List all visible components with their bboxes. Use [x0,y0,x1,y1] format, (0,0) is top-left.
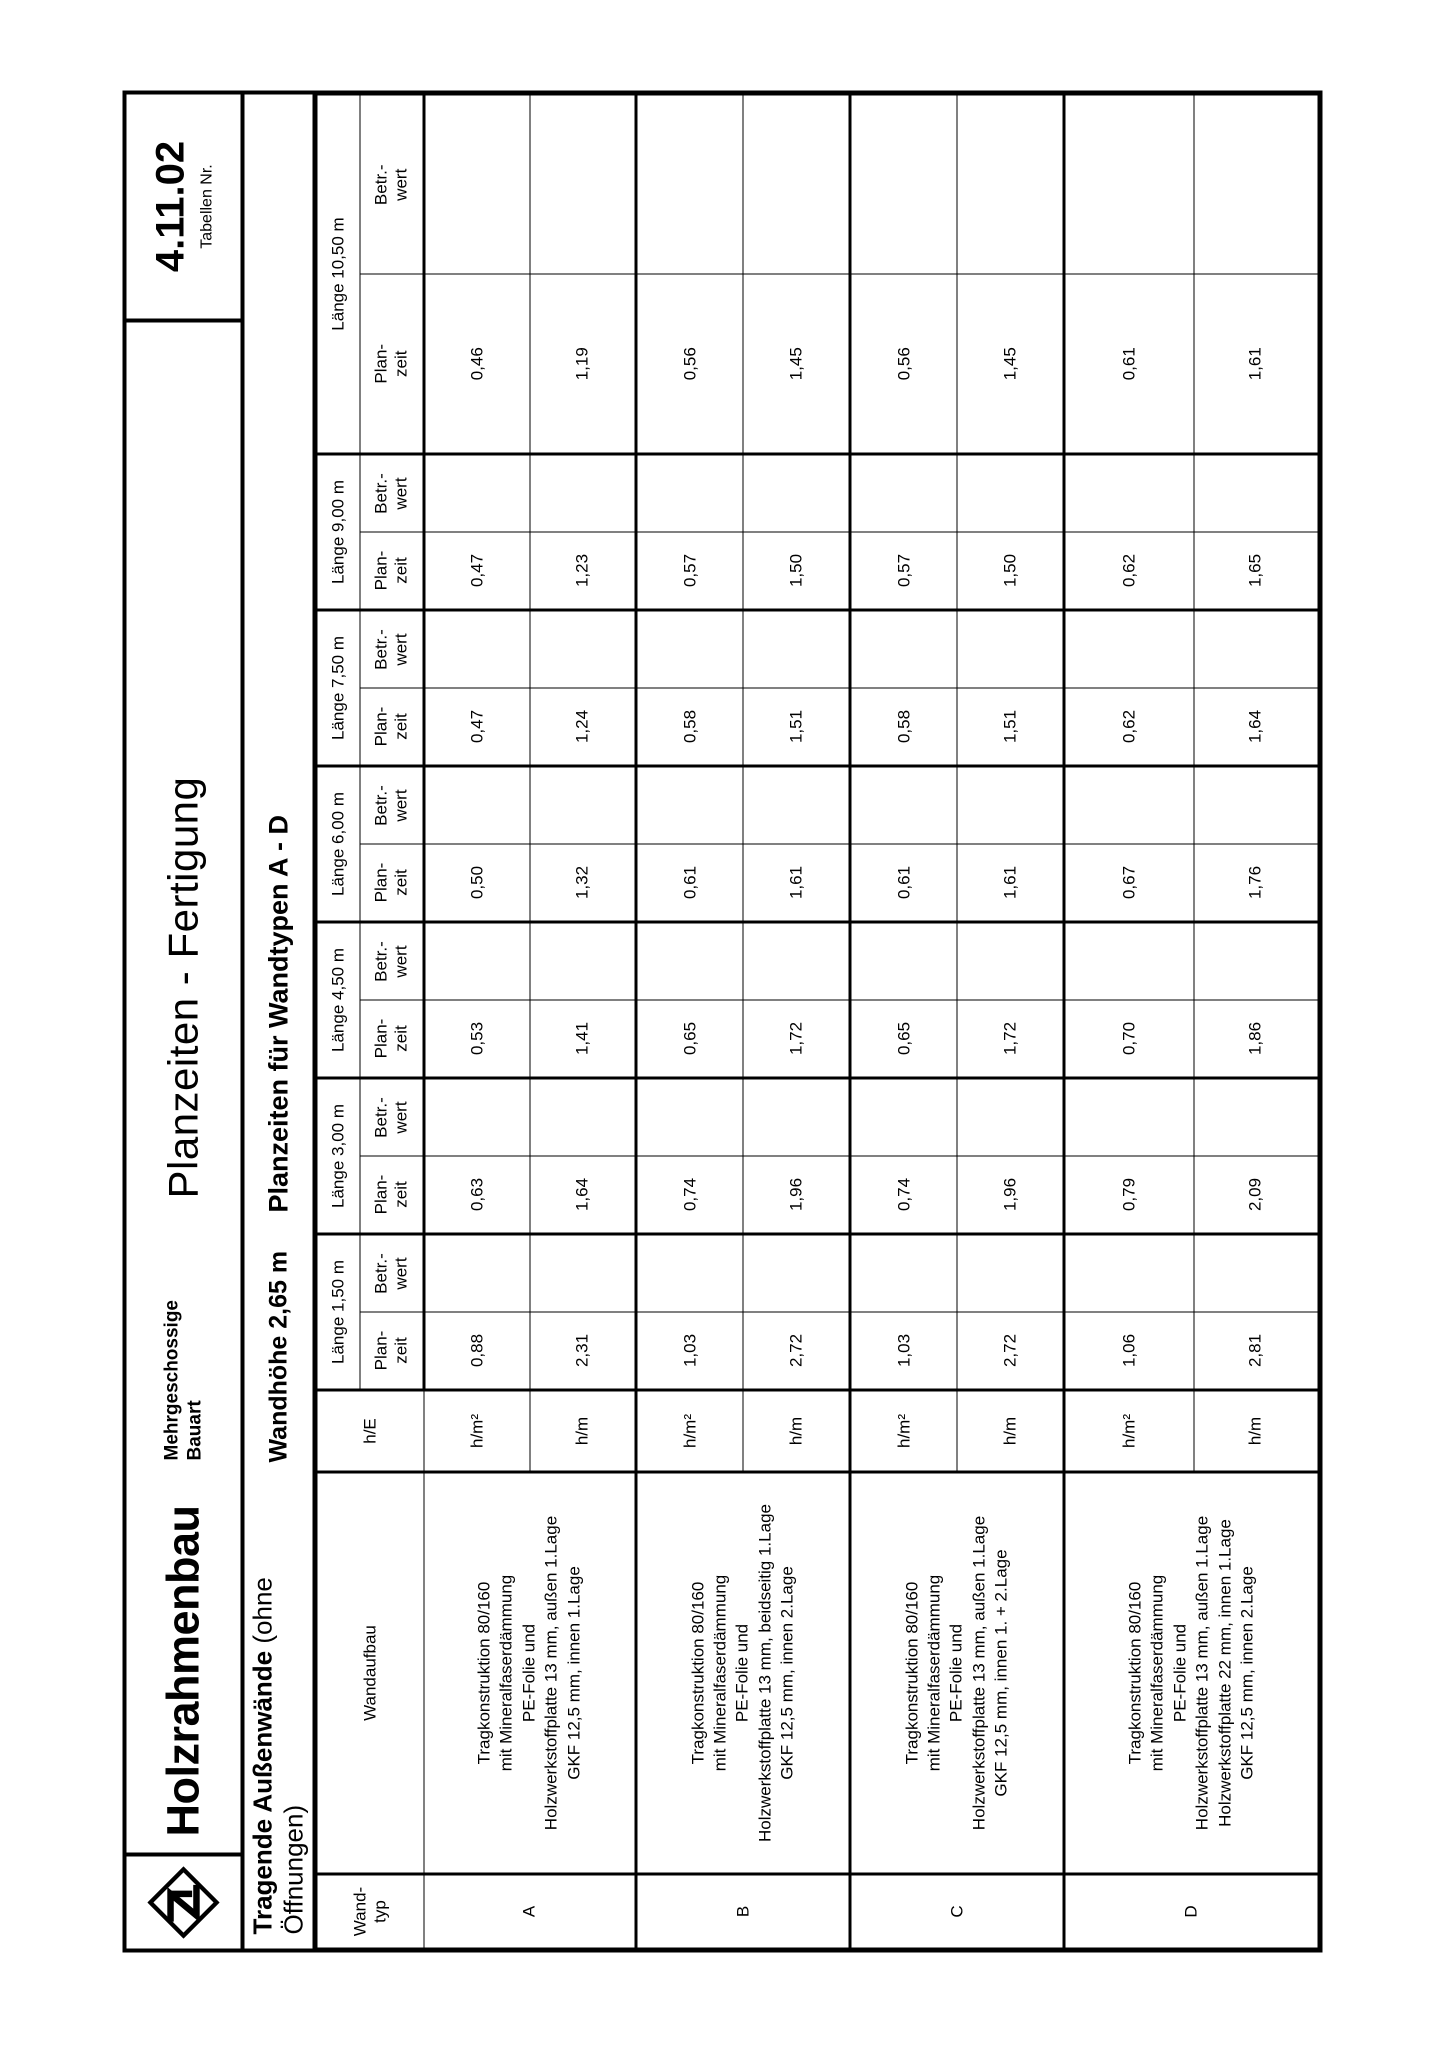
cell-planzeit: 1,50 [957,532,1064,610]
sub-bw-l1-4: Betr.- [371,628,391,670]
cell-planzeit: 1,61 [1193,274,1317,454]
cell-betrwert [850,454,957,532]
table-sheet [100,55,1345,1990]
sub-pz-l2-5: zeit [391,556,410,584]
cell-betrwert [743,922,850,1000]
scope-label [247,1462,309,1948]
cell-planzeit: 1,19 [530,274,636,454]
cell-betrwert [636,766,743,844]
cell-planzeit: 2,31 [530,1312,636,1390]
subheader-betrwert-6 [360,95,424,275]
wandaufbau-line: Tragkonstruktion 80/160 [473,1581,493,1764]
cell-planzeit: 1,61 [743,844,850,922]
scope-light: (ohne Öffnungen) [247,1576,308,1934]
header-wandaufbau: Wandaufbau [317,1472,424,1874]
cell-betrwert [1064,922,1194,1000]
sub-bw-l2-2: wert [391,944,410,978]
cell-planzeit: 1,86 [1193,1000,1317,1078]
table-row [1064,95,1194,1948]
cell-betrwert [1193,95,1317,275]
cell-betrwert [850,95,957,275]
cell-planzeit: 1,72 [957,1000,1064,1078]
sub-bw-l1-0: Betr.- [371,1252,391,1294]
subheader-planzeit-1 [360,1156,424,1234]
subheader-betrwert-4 [360,610,424,688]
header-group-2: Länge 4,50 m [317,922,360,1078]
cell-betrwert [530,1234,636,1312]
cell-betrwert [957,922,1064,1000]
sub-bw-l1-6: Betr.- [371,163,391,205]
cell-planzeit: 2,09 [1193,1156,1317,1234]
cell-betrwert [636,610,743,688]
document-title: Planzeiten - Fertigung [159,776,206,1198]
cell-betrwert [636,1078,743,1156]
cell-wandtyp: A [424,1874,636,1948]
header-wandtyp [317,1874,424,1948]
sub-bw-l2-4: wert [391,632,410,666]
cell-planzeit: 0,46 [424,274,530,454]
sub-pz-l2-1: zeit [391,1180,410,1208]
header-wandtyp-line1: Wand- [349,1886,369,1936]
cell-planzeit: 0,62 [1064,688,1194,766]
brand-cell [126,1460,240,1852]
cell-planzeit: 1,32 [530,844,636,922]
planzeiten-table [316,94,1318,1948]
cell-planzeit: 1,64 [1193,688,1317,766]
cell-betrwert [424,610,530,688]
table-row [636,95,743,1948]
header-he: h/E [317,1390,424,1472]
cell-betrwert [424,1078,530,1156]
wandaufbau-line: Holzwerkstoffplatte 13 mm, außen 1.Lage [541,1515,561,1830]
header-wandtyp-line2: typ [370,1899,389,1923]
cell-planzeit: 0,62 [1064,532,1194,610]
table-number: 4.11.02 [148,140,192,272]
subheader-planzeit-0 [360,1312,424,1390]
sub-pz-l2-0: zeit [391,1336,410,1364]
cell-planzeit: 0,61 [636,844,743,922]
scope-bold: Tragende Außenwände [247,1650,277,1934]
cell-planzeit: 1,96 [743,1156,850,1234]
subbrand-line-2: Bauart [184,1399,205,1460]
subheader-planzeit-6 [360,274,424,454]
cell-planzeit: 0,67 [1064,844,1194,922]
sub-pz-l1-1: Plan- [371,1174,391,1214]
cell-planzeit: 1,03 [850,1312,957,1390]
subheader-planzeit-4 [360,688,424,766]
cell-betrwert [636,1234,743,1312]
cell-planzeit: 0,70 [1064,1000,1194,1078]
cell-betrwert [530,922,636,1000]
sub-bw-l2-6: wert [391,168,410,201]
sub-pz-l2-2: zeit [391,1024,410,1052]
cell-planzeit: 0,74 [850,1156,957,1234]
cell-unit: h/m² [850,1390,957,1472]
cell-betrwert [957,610,1064,688]
cell-betrwert [530,1078,636,1156]
sub-pz-l1-3: Plan- [371,862,391,902]
cell-planzeit: 0,56 [850,274,957,454]
cell-wandtyp: B [636,1874,850,1948]
sub-bw-l1-1: Betr.- [371,1096,391,1138]
cell-betrwert [957,1078,1064,1156]
cell-betrwert [743,766,850,844]
sub-bw-l2-0: wert [391,1256,410,1290]
sub-pz-l2-4: zeit [391,712,410,740]
cell-betrwert [530,766,636,844]
subheader-planzeit-5 [360,532,424,610]
main-table-wrap [316,94,1318,1948]
cell-planzeit: 0,63 [424,1156,530,1234]
wandaufbau-line: mit Mineralfaserdämmung [1147,1574,1167,1771]
cell-betrwert [424,766,530,844]
planzeiten-label: Planzeiten für Wandtypen A - D [262,814,293,1212]
table-number-cell [126,94,240,322]
cell-betrwert [1064,1078,1194,1156]
wandaufbau-line: Tragkonstruktion 80/160 [687,1581,707,1764]
cell-planzeit: 0,61 [1064,274,1194,454]
cell-betrwert [1193,922,1317,1000]
table-body [424,95,1318,1948]
cell-betrwert [424,922,530,1000]
subbrand-line-1: Mehrgeschossige [160,1299,182,1460]
cell-planzeit: 1,76 [1193,844,1317,922]
cell-betrwert [850,766,957,844]
cell-betrwert [424,95,530,275]
sub-pz-l1-0: Plan- [371,1330,391,1370]
cell-betrwert [1064,454,1194,532]
cell-planzeit: 1,64 [530,1156,636,1234]
cell-planzeit: 1,51 [743,688,850,766]
header-group-5: Länge 9,00 m [317,454,360,610]
table-number-label: Tabellen Nr. [198,163,215,249]
logo-cell [126,1852,240,1948]
cell-betrwert [1064,610,1194,688]
cell-planzeit: 1,96 [957,1156,1064,1234]
wandaufbau-line: PE-Folie und [732,1623,752,1722]
wandaufbau-line: mit Mineralfaserdämmung [923,1574,943,1771]
sub-bw-l2-5: wert [391,476,410,510]
cell-betrwert [743,1078,850,1156]
cell-wandaufbau [1064,1472,1318,1874]
cell-betrwert [743,610,850,688]
cell-betrwert [1193,610,1317,688]
cell-wandaufbau [424,1472,636,1874]
cell-betrwert [1193,454,1317,532]
cell-betrwert [424,1234,530,1312]
sub-bw-l2-1: wert [391,1100,410,1134]
wandaufbau-line: mit Mineralfaserdämmung [496,1574,516,1771]
cell-planzeit: 0,53 [424,1000,530,1078]
cell-planzeit: 0,47 [424,688,530,766]
cell-betrwert [530,610,636,688]
cell-planzeit: 1,03 [636,1312,743,1390]
sub-bw-l1-2: Betr.- [371,940,391,982]
cell-betrwert [1064,766,1194,844]
company-logo-icon [147,1866,219,1938]
cell-betrwert [636,922,743,1000]
subheader-planzeit-2 [360,1000,424,1078]
cell-betrwert [424,454,530,532]
cell-planzeit: 0,58 [850,688,957,766]
cell-betrwert [850,610,957,688]
wandaufbau-line: Holzwerkstoffplatte 13 mm, beidseitig 1.Lage [754,1503,774,1842]
wandaufbau-line: PE-Folie und [1169,1623,1189,1722]
header-group-3: Länge 6,00 m [317,766,360,922]
cell-planzeit: 0,61 [850,844,957,922]
cell-unit: h/m [743,1390,850,1472]
cell-planzeit: 2,72 [743,1312,850,1390]
cell-wandaufbau [850,1472,1064,1874]
wandaufbau-line: mit Mineralfaserdämmung [709,1574,729,1771]
table-row [424,95,530,1948]
cell-planzeit: 0,50 [424,844,530,922]
sub-bw-l1-3: Betr.- [371,784,391,826]
sub-bw-l1-5: Betr.- [371,472,391,514]
subbrand-cell [126,1238,240,1460]
cell-planzeit: 1,45 [743,274,850,454]
cell-planzeit: 0,57 [636,532,743,610]
wandaufbau-line: Holzwerkstoffplatte 13 mm, außen 1.Lage [968,1515,988,1830]
cell-planzeit: 2,81 [1193,1312,1317,1390]
title-band [126,94,244,1948]
cell-betrwert [1064,95,1194,275]
header-group-6: Länge 10,50 m [317,95,360,454]
cell-betrwert [743,1234,850,1312]
subheader-betrwert-5 [360,454,424,532]
cell-betrwert [1193,1234,1317,1312]
cell-wandaufbau [636,1472,850,1874]
cell-betrwert [1064,1234,1194,1312]
sub-pz-l1-2: Plan- [371,1018,391,1058]
cell-betrwert [850,922,957,1000]
sheet-frame [122,90,1322,1952]
cell-betrwert [957,766,1064,844]
sub-pz-l1-4: Plan- [371,706,391,746]
header-row-groups [317,95,360,1948]
cell-betrwert [957,454,1064,532]
cell-betrwert [743,454,850,532]
wandaufbau-line: GKF 12,5 mm, innen 2.Lage [777,1565,797,1780]
sub-pz-l1-5: Plan- [371,550,391,590]
cell-betrwert [530,95,636,275]
cell-betrwert [850,1234,957,1312]
header-group-1: Länge 3,00 m [317,1078,360,1234]
cell-unit: h/m² [1064,1390,1194,1472]
table-row [850,95,957,1948]
sub-pz-l1-6: Plan- [371,343,391,384]
sub-band [244,94,316,1948]
cell-betrwert [850,1078,957,1156]
cell-betrwert [1193,766,1317,844]
wandaufbau-line: PE-Folie und [946,1623,966,1722]
sub-pz-l2-3: zeit [391,868,410,896]
cell-wandtyp: C [850,1874,1064,1948]
cell-betrwert [1193,1078,1317,1156]
cell-planzeit: 1,41 [530,1000,636,1078]
cell-planzeit: 1,06 [1064,1312,1194,1390]
cell-betrwert [636,95,743,275]
header-group-4: Länge 7,50 m [317,610,360,766]
cell-unit: h/m [957,1390,1064,1472]
sub-bw-l2-3: wert [391,788,410,822]
cell-planzeit: 0,56 [636,274,743,454]
cell-unit: h/m [530,1390,636,1472]
wandaufbau-line: Tragkonstruktion 80/160 [901,1581,921,1764]
wall-height-label: Wandhöhe 2,65 m [263,1250,292,1462]
cell-planzeit: 1,65 [1193,532,1317,610]
cell-unit: h/m² [424,1390,530,1472]
wandaufbau-line: GKF 12,5 mm, innen 1. + 2.Lage [991,1548,1011,1797]
wandaufbau-line: GKF 12,5 mm, innen 2.Lage [1236,1565,1256,1780]
subheader-betrwert-0 [360,1234,424,1312]
cell-unit: h/m² [636,1390,743,1472]
cell-planzeit: 0,58 [636,688,743,766]
cell-planzeit: 2,72 [957,1312,1064,1390]
cell-planzeit: 0,65 [850,1000,957,1078]
cell-planzeit: 0,79 [1064,1156,1194,1234]
cell-betrwert [957,1234,1064,1312]
header-group-0: Länge 1,50 m [317,1234,360,1390]
doc-title-cell [126,322,240,1238]
cell-wandtyp: D [1064,1874,1318,1948]
cell-planzeit: 1,45 [957,274,1064,454]
cell-planzeit: 0,47 [424,532,530,610]
subheader-planzeit-3 [360,844,424,922]
cell-betrwert [530,454,636,532]
subheader-betrwert-3 [360,766,424,844]
cell-planzeit: 1,23 [530,532,636,610]
cell-unit: h/m [1193,1390,1317,1472]
sub-pz-l2-6: zeit [391,350,410,377]
wandaufbau-line: Holzwerkstoffplatte 13 mm, außen 1.Lage [1192,1515,1212,1830]
cell-planzeit: 1,24 [530,688,636,766]
cell-betrwert [957,95,1064,275]
brand-title: Holzrahmenbau [157,1504,208,1836]
wandaufbau-line: Tragkonstruktion 80/160 [1124,1581,1144,1764]
cell-planzeit: 1,51 [957,688,1064,766]
cell-planzeit: 0,57 [850,532,957,610]
wandaufbau-line: PE-Folie und [518,1623,538,1722]
subheader-betrwert-2 [360,922,424,1000]
cell-betrwert [743,95,850,275]
wandaufbau-line: Holzwerkstoffplatte 22 mm, innen 1.Lage [1214,1518,1234,1827]
cell-planzeit: 0,88 [424,1312,530,1390]
cell-planzeit: 0,74 [636,1156,743,1234]
cell-planzeit: 1,61 [957,844,1064,922]
cell-betrwert [636,454,743,532]
cell-planzeit: 0,65 [636,1000,743,1078]
subheader-betrwert-1 [360,1078,424,1156]
cell-planzeit: 1,72 [743,1000,850,1078]
wandaufbau-line: GKF 12,5 mm, innen 1.Lage [563,1565,583,1780]
cell-planzeit: 1,50 [743,532,850,610]
table-head [317,95,424,1948]
